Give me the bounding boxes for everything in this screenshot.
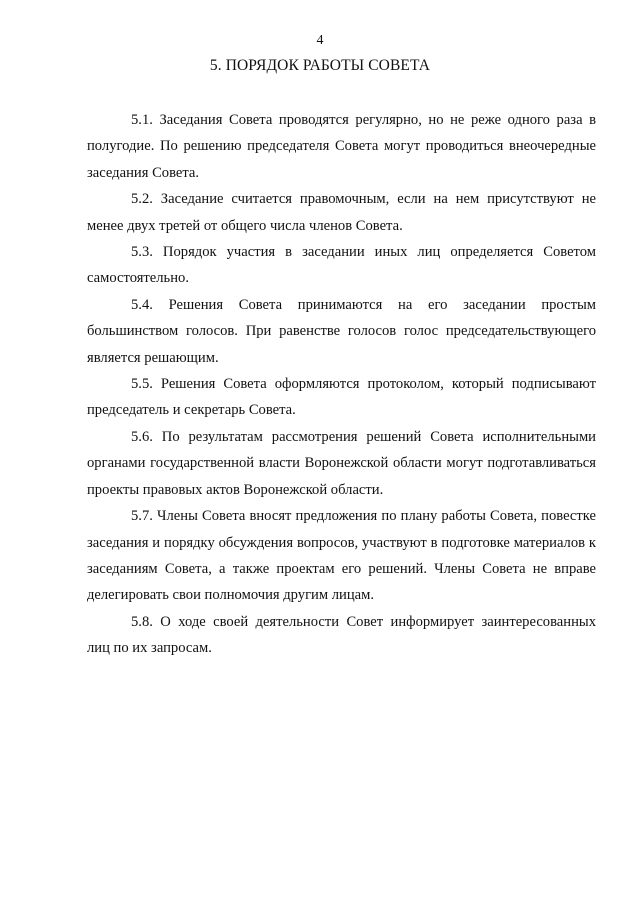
paragraph-5-4: 5.4. Решения Совета принимаются на его заседании простым большинством голосов. При равенстве голосов голос председательствующего является решающим.	[87, 296, 596, 366]
document-body	[87, 107, 596, 662]
section-title: 5. ПОРЯДОК РАБОТЫ СОВЕТА	[209, 57, 431, 74]
paragraph-5-1: 5.1. Заседания Совета проводятся регулярно, но не реже одного раза в полугодие. По решению председателя Совета могут проводиться внеочередные заседания Совета.	[87, 112, 596, 181]
page-number: 4	[316, 33, 324, 48]
paragraph-5-6: 5.6. По результатам рассмотрения решений Совета исполнительными органами государственной власти Воронежской области могут подготавливаться проекты правовых актов Воронежской области.	[87, 428, 596, 498]
paragraph-5-2: 5.2. Заседание считается правомочным, если на нем присутствуют не менее двух третей от общего числа членов Совета.	[87, 191, 596, 234]
paragraph-5-7: 5.7. Члены Совета вносят предложения по плану работы Совета, повестке заседания и порядку обсуждения вопросов, участвуют в подготовке материалов к заседаниям Совета, а также проектам его решений. Члены Совета не вправе делегировать свои полномочия другим лицам.	[87, 508, 596, 604]
paragraph-5-8: 5.8. О ходе своей деятельности Совет информирует заинтересованных лиц по их запросам.	[87, 613, 596, 657]
paragraph-5-3: 5.3. Порядок участия в заседании иных лиц определяется Советом самостоятельно.	[87, 244, 596, 287]
paragraph-5-5: 5.5. Решения Совета оформляются протоколом, который подписывают председатель и секретарь Совета.	[87, 376, 596, 419]
